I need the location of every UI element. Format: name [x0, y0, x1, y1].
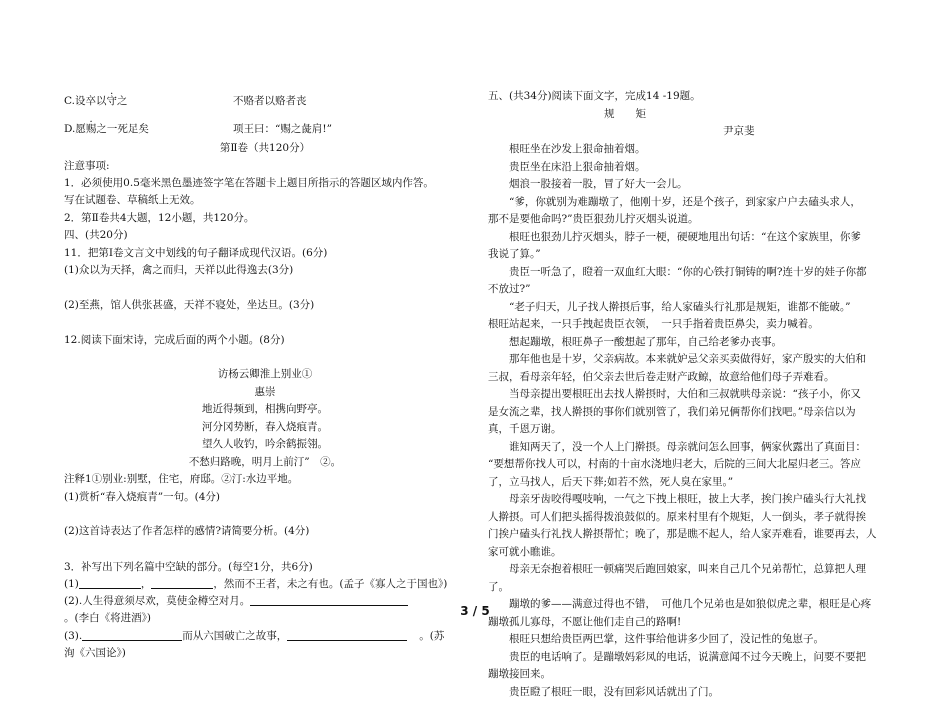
dotted-char: 守 [107, 95, 118, 107]
paragraph-line-cont: 真，千恩万谢。 [488, 421, 562, 439]
paragraph-line-cont: 了，立马找人，后天下葬;如若不然，死人臭在家里。” [488, 474, 733, 492]
story-title: 规 矩 [604, 106, 646, 124]
question-11-2: (2)至燕，馆人供张甚盛，天祥不寝处，坐达旦。(3分) [64, 297, 314, 315]
paragraph-line-cont: 了。 [488, 579, 509, 597]
fill-label: (3). [64, 630, 82, 642]
question-12-1: (1)赏析“春入烧痕青”一句。(4分) [64, 489, 220, 507]
dotted-char: 赐 [86, 123, 97, 135]
paragraph-line: 烟浪一股接着一股，冒了好大一会儿。 [488, 176, 688, 194]
poem-line: 望久人收钓，吟余鹤振翎。 [64, 436, 466, 454]
paragraph-line-cont: 那不是要他命吗?”贵臣狠劲儿拧灭烟头说道。 [488, 211, 699, 229]
fill-label: (1) [64, 578, 79, 590]
notice-title: 注意事项: [64, 158, 110, 176]
paragraph-line-cont: 我说了算。” [488, 246, 541, 264]
paragraph-line-cont: 是女流之辈，找人擀摂的事你们就别管了，我们弟兄俩帮你们找吧。”母亲信以为 [488, 404, 856, 422]
paragraph-line: “老子归天，儿子找人擀摂后事，给人家磕头行礼那是规矩，谁都不能破。” [488, 299, 850, 317]
option-compare: 不赂者以赂者丧 [233, 93, 307, 111]
option-d [64, 121, 466, 139]
paragraph-line: 想起蹦墩，根旺鼻子一酸想起了那年，自己给老爹办丧事。 [488, 334, 782, 352]
paragraph-line-cont: 人擀摂。可人们把头摇得拨浪鼓似的。原来村里有个规矩，人一倒头，孝子就得挨 [488, 509, 866, 527]
fill-sep: ， [141, 578, 152, 590]
paragraph-line-cont: 门挨户磕头行礼找人擀摂帮忙；晚了，那是瞧不起人，给人家弄难看，谁要再去，人 [488, 526, 877, 544]
paragraph-line: 根旺也狠劲儿拧灭烟头，脖子一梗，硬硬地甩出句话：“在这个家族里，你爹 [488, 229, 861, 247]
volume-title: 第Ⅱ卷（共120分） [64, 140, 466, 158]
poem-line: 河分冈势断，春入烧痕青。 [64, 419, 466, 437]
fill-blank[interactable] [287, 628, 407, 641]
paragraph-line: 当母亲提出要根旺出去找人擀摂时，大伯和三叔就哄母亲说：“孩子小，你又 [488, 386, 861, 404]
option-compare: 项王曰：“赐之彘肩!” [233, 121, 332, 139]
fill-2-cont: 。(李白《将进酒》) [64, 610, 151, 628]
paragraph-line-cont: 蹦墩孤儿寡母，不愿让他们走自己的路啊! [488, 614, 681, 632]
fill-text: (2).人生得意须尽欢，莫使金樽空对月。 [64, 595, 250, 607]
question-12: 12.阅读下面宋诗，完成后面的两个小题。(8分) [64, 332, 285, 350]
poem-line: 地近得频到，相携向野亭。 [64, 401, 466, 419]
question-11: 11．把第Ⅰ卷文言文中划线的句子翻译成现代汉语。(6分) [64, 245, 327, 263]
notice-1: 1．必须使用0.5毫米黑色墨迹签字笔在答题卡上题目所指示的答题区域内作答。 [64, 175, 434, 193]
fill-text: ，然而不王者，未之有也。(孟子《寡人之于国也》) [213, 578, 447, 590]
fill-blank[interactable] [82, 628, 182, 641]
paragraph-line-cont: 蹦墩接回来。 [488, 666, 551, 684]
poem-author: 惠崇 [64, 384, 466, 402]
paragraph-line: 贵臣的电话响了。是蹦墩妈彩凤的电话，说满意闻不过今天晚上，问要不要把 [488, 649, 866, 667]
paragraph-line: 母亲无奈抱着根旺一顿痛哭后跑回娘家，叫来自己几个兄弟帮忙，总算把人理 [488, 561, 866, 579]
paragraph-line-cont: 根旺站起来，一只手拽起贵臣衣领， 一只手指着贵臣鼻尖，卖力喊着。 [488, 316, 819, 334]
paragraph-line: 贵臣坐在床沿上狠命抽着烟。 [488, 159, 646, 177]
page-number: 3 / 5 [0, 604, 950, 618]
section-5-heading: 五、(共34分)阅读下面文字，完成14 -19题。 [488, 88, 701, 106]
notice-2: 2．第Ⅱ卷共4大题，12小题，共120分。 [64, 210, 254, 228]
poem-line: 不愁归路晚，明月上前汀” ②。 [64, 454, 466, 472]
paragraph-line: “爹，你就别为难蹦墩了，他刚十岁，还是个孩子，到家家户户去磕头求人， [488, 194, 861, 212]
fill-1 [64, 576, 447, 594]
fill-text: 。(苏 [407, 630, 444, 642]
option-label: C. [64, 95, 75, 107]
question-11-1: (1)众以为天择，禽之而归，天祥以此得逸去(3分) [64, 262, 293, 280]
paragraph-line: 贵臣一听急了，瞪着一双血红大眼：“你的心铁打铜铸的啊?连十岁的娃子你都 [488, 264, 867, 282]
poem-note: 注释1①别业:别墅，住宅，府邸。②汀:水边平地。 [64, 471, 298, 489]
paragraph-line-cont: “要想帮你找人可以，村南的十亩水浇地归老大，后院的三间大北屋归老三。答应 [488, 456, 861, 474]
option-text: 设卒以 [75, 95, 107, 107]
fill-3-cont: 洵《六国论》) [64, 645, 126, 663]
option-label: D.愿 [64, 123, 86, 135]
paragraph-line: 根旺坐在沙发上狠命抽着烟。 [488, 141, 646, 159]
question-12-2: (2)这首诗表达了作者怎样的感情?请简要分析。(4分) [64, 523, 309, 541]
question-3: 3．补写出下列名篇中空缺的部分。(每空1分，共6分) [64, 559, 313, 577]
fill-text: 而从六国破亡之故事， [182, 630, 287, 642]
poem-title: 访杨云卿淮上别业① [64, 366, 466, 384]
option-c [64, 93, 466, 111]
paragraph-line-cont: 不放过?” [488, 281, 531, 299]
paragraph-line: 那年他也是十岁，父亲病故。本来就妒忌父亲买卖做得好，家产殷实的大伯和 [488, 351, 866, 369]
option-text: 之 [117, 95, 128, 107]
paragraph-line: 贵臣瞪了根旺一眼，没有回彩风话就出了门。 [488, 684, 719, 701]
fill-blank[interactable] [151, 576, 213, 589]
option-text: 之一死足矣 [96, 123, 149, 135]
paragraph-line-cont: 家可就小瞧谁。 [488, 544, 562, 562]
paragraph-line: 谁知两天了，没一个人上门擀摂。母亲就问怎么回事，俩家伙露出了真面目： [488, 439, 866, 457]
paragraph-line: 母亲牙齿咬得嘎吱响，一气之下拽上根旺，披上大孝，挨门挨户磕头行大礼找 [488, 491, 866, 509]
paragraph-line-cont: 三叔，看母亲年轻，伯父亲去世后卷走财产政鲸，故意给他们母子弄难看。 [488, 369, 835, 387]
paragraph-line: 根旺只想给贵臣两巴掌，这件事给他讲多少回了，没记性的兔崽子。 [488, 631, 824, 649]
fill-3 [64, 628, 444, 646]
fill-blank[interactable] [79, 576, 141, 589]
section-4-heading: 四、(共20分) [64, 227, 128, 245]
paragraph-line: 蹦墩的爹——满意过得也不错， 可他几个兄弟也是如狼似虎之辈，根旺是心疼 [488, 596, 871, 614]
notice-1-cont: 写在试题卷、草稿纸上无效。 [64, 192, 201, 210]
story-author: 尹京斐 [723, 123, 755, 141]
